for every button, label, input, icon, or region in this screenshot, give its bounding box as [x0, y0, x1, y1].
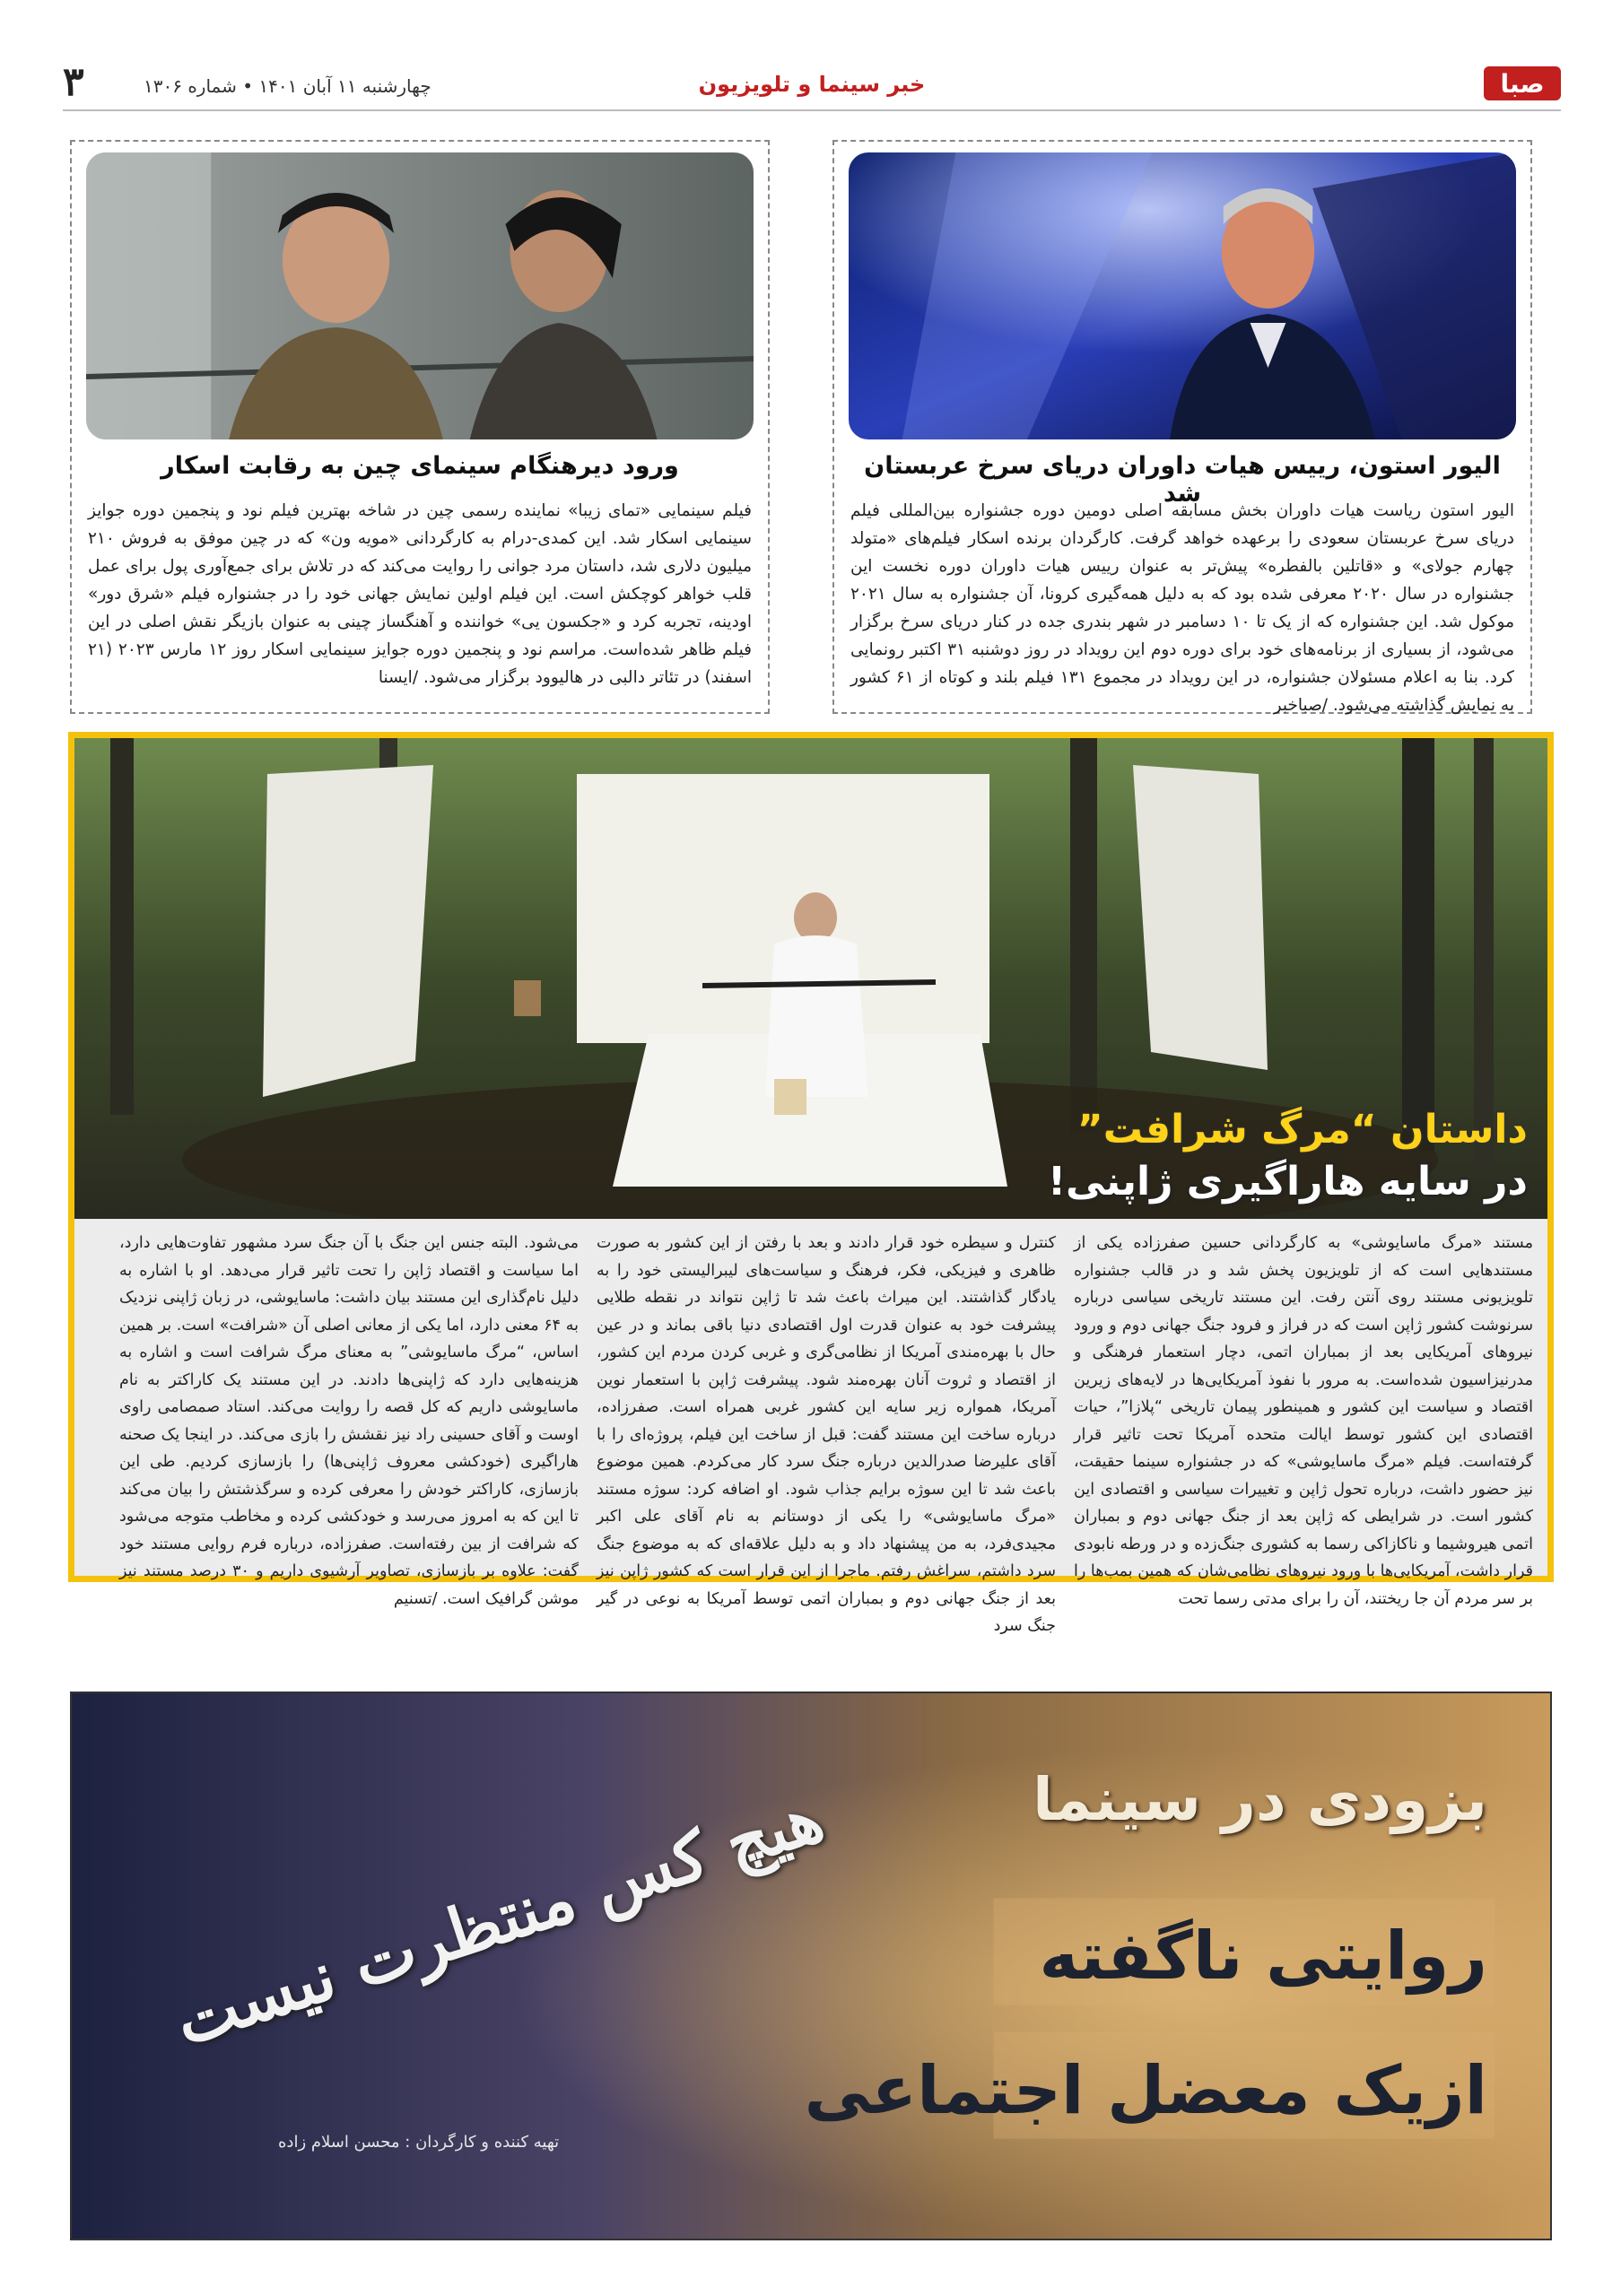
oliver-stone-photo [849, 152, 1516, 439]
issue-info: چهارشنبه ۱۱ آبان ۱۴۰۱ • شماره ۱۳۰۶ [144, 75, 431, 97]
feature-column-3: می‌شود. البته جنس این جنگ با آن جنگ سرد مشهور تفاوت‌هایی دارد، اما سیاست و اقتصاد ژاپن را تحت تاثیر قرار می‌دهد. او با اشاره به دلیل نام‌گذاری این مستند بیان داشت: ماسایوشی، در زبان ژاپنی نزدیک به ۶۴ معنی دارد، اما یکی از معانی اصلی آن «شرافت» است. بر همین اساس، “مرگ ماسایوشی” به معنای مرگ شرافت است و اشاره به هزینه‌هایی دارد که ژاپنی‌ها دادند. در این مستند یک کاراکتر به نام ماسایوشی داریم که کل قصه را روایت می‌کند. استاد صمصامی راوی اوست و آقای حسینی راد نیز نقشش را بازی می‌کند. در اینجا یک صحنه هاراگیری (خودکشی معروف ژاپنی‌ها) را بازسازی کردیم. طی این بازسازی، کاراکتر خودش را معرفی کرده و سرگذشتش را بیان می‌کند تا این که به امروز می‌رسد و خودکشی کرده و مخاطب متوجه می‌شود که شرافت از بین رفته‌است. صفرزاده، درباره فرم روایی مستند خود گفت: علاوه بر بازسازی، تصاویر آرشیوی داریم و ۳۰ درصد مستند نیز موشن گرافیک است. /تسنیم [119, 1234, 579, 1608]
feature-column-1: مستند «مرگ ماسایوشی» به کارگردانی حسین صفرزاده یکی از مستندهایی است که از تلویزیون پخش شد و در قالب جشنواره تلویزیونی مستند روی آنتن رفت. این مستند تاریخی سیاسی درباره سرنوشت کشور ژاپن است که در فراز و فرود جنگ جهانی دوم و ورود نیروهای آمریکایی بعد از بمباران اتمی، دچار استعمار فرهنگی و مدرنیزاسیون شده‌است. به مرور با نفوذ آمریکایی‌ها در لایه‌های زیرین اقتصاد و سیاست این کشور و همینطور پیمان تاریخی “پلازا”، حیات اقتصادی این کشور توسط ایالت متحده آمریکا تحت تاثیر قرار گرفته‌است. فیلم «مرگ ماسایوشی» که در جشنواره سینما حقیقت، نیز حضور داشت، درباره تحول ژاپن و تغییرات سیاسی و اقتصادی این کشور است. در شرایطی که ژاپن بعد از جنگ جهانی دوم و بمباران اتمی هیروشیما و ناکازاکی رسما به کشوری جنگ‌زده و در ورطه نابودی قرار داشت، آمریکایی‌ها با ورود نیروهای نظامی‌شان که همین بمب‌ها را بر سر مردم آن جا ریختند، آن را برای مدتی رسما تحت [1074, 1234, 1533, 1608]
headline: الیور استون، رییس هیات داوران دریای سرخ عربستان شد [864, 452, 1501, 508]
article-body: الیور استون ریاست هیات داوران بخش مسابقه اصلی دومین دوره جشنواره بین‌المللی فیلم دریای سرخ عربستان سعودی را برعهده خواهد گرفت. کارگردان برنده اسکار فیلم‌های «متولد چهارم جولای» و «قاتلین بالفطره» پیش‌تر به عنوان رییس هیات داوران دوره نخست این جشنواره در سال ۲۰۲۰ معرفی شده بود که به دلیل همه‌گیری کرونا، آن جشنواره به سال ۲۰۲۱ موکول شد. این جشنواره که از یک تا ۱۰ دسامبر در شهر بندری جده در کنار دریای سرخ برگزار می‌شود، از بسیاری از برنامه‌های خود برای دوره دوم این رویداد در روز دوشنبه ۳۱ اکتبر رونمایی کرد. بنا به اعلام مسئولان جشنواره، در این رویداد در مجموع ۱۳۱ فیلم بلند و کوتاه از ۶۱ کشور به نمایش گذاشته می‌شود. /صباخبر [850, 501, 1515, 715]
feature-headline-line1: داستان “مرگ شرافت” [1076, 1107, 1528, 1152]
article-body: فیلم سینمایی «تمای زیبا» نماینده رسمی چین در شاخه بهترین فیلم نود و پنجمین دوره جوایز سینمایی اسکار شد. این کمدی-درام به کارگردانی «مویه ون» که در چین موفق به فروش ۲۱۰ میلیون دلاری شد، داستان مرد جوانی را روایت می‌کند که در تلاش برای جمع‌آوری پول برای عمل قلب خواهر کوچکش است. این فیلم اولین نمایش جهانی خود را در جشنواره فیلم «شرق دور» اودینه، تجربه کرد و «جکسون یی» خواننده و آهنگساز چینی به عنوان بازیگر نقش اصلی در این فیلم ظاهر شده‌است. مراسم نود و پنجمین دوره جوایز سینمایی اسکار روز ۱۲ مارس ۲۰۲۳ (۲۱ اسفند) در تئاتر دالبی در هالیوود برگزار می‌شود. /ایسنا [88, 501, 752, 687]
page-number: ۳ [63, 59, 84, 105]
ad-tagline-1: روایتی ناگفته [1039, 1918, 1487, 1995]
movie-advertisement [70, 1692, 1552, 2240]
feature-headline [1048, 1104, 1528, 1208]
film-still-photo [86, 152, 754, 439]
feature-article [68, 732, 1554, 1635]
ad-coming-soon: بزودی در سینما [1033, 1765, 1487, 1834]
svg-text:صبا: صبا [1500, 69, 1545, 99]
feature-headline-line2: در سایه هاراگیری ژاپنی! [1047, 1159, 1528, 1205]
ad-credit: تهیه کننده و کارگردان : محسن اسلام زاده [278, 2133, 560, 2152]
ad-film-title: هیچ کس منتظرت نیست [166, 1779, 832, 2062]
section-title: خبر سینما و تلویزیون [698, 72, 926, 97]
headline: ورود دیرهنگام سینمای چین به رقابت اسکار [161, 452, 679, 480]
feature-column-2: کنترل و سیطره خود قرار دادند و بعد با رفتن از این کشور به صورت ظاهری و فیزیکی، فکر، فرهنگ و سیاست‌های لیبرالیستی خود را به یادگار گذاشتند. این میراث باعث شد تا ژاپن نتواند در نقطه طلایی پیشرفت خود به عنوان قدرت اول اقتصادی دنیا باقی بماند و در عین حال با بهره‌مندی آمریکا از نظامی‌گری و غربی کردن مردم این کشور، از اقتصاد و ثروت آنان بهره‌مند شود. پیشرفت ژاپن با استعمار نوین آمریکا، همواره زیر سایه این کشور غربی همراه است. صفرزاده، درباره ساخت این مستند گفت: قبل از ساخت این فیلم، پروژه‌ای را با آقای علیرضا صدرالدین درباره جنگ سرد کار می‌کردم. همین موضوع باعث شد تا این سوژه برایم جذاب شود. او اضافه کرد: سوژه مستند «مرگ ماسایوشی» را یکی از دوستانم به نام آقای علی اکبر مجیدی‌فرد، به من پیشنهاد داد و به دلیل علاقه‌ای که به موضوع جنگ سرد داشتم، سراغش رفتم. ماجرا از این قرار است که کشور ژاپن نیز بعد از جنگ جهانی دوم و بمباران اتمی توسط آمریکا به نوعی در گیر جنگ سرد [597, 1234, 1056, 1635]
article-oliver-stone [832, 140, 1532, 714]
page-header [63, 59, 1561, 111]
ad-tagline-2: ازیک معضل اجتماعی [804, 2052, 1487, 2129]
article-china-oscar [70, 140, 770, 714]
